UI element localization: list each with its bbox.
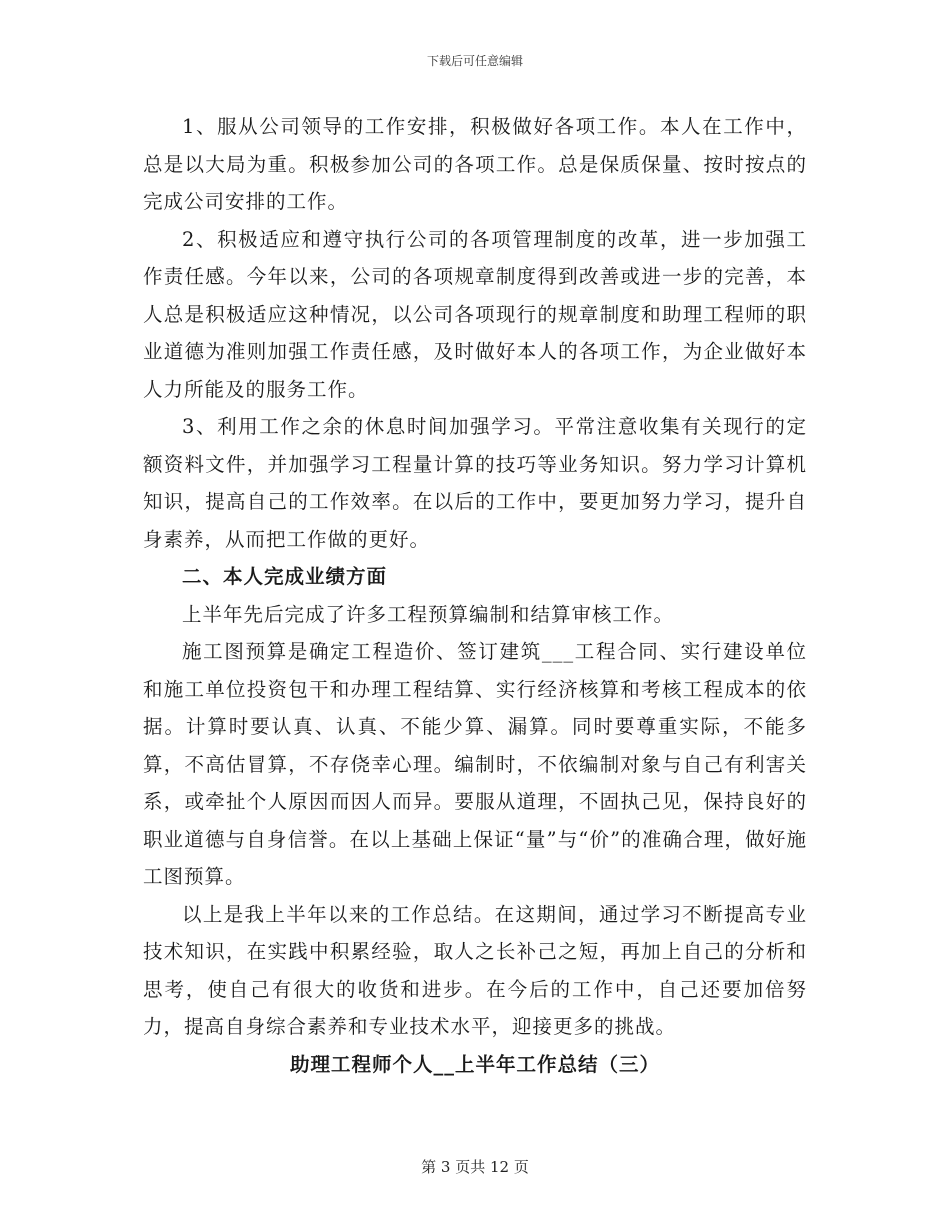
page-header: 下载后可任意编辑 — [426, 54, 523, 68]
paragraph-2: 2、积极适应和遵守执行公司的各项管理制度的改革，进一步加强工作责任感。今年以来，公司的各项规章制度得到改善或进一步的完善，本人总是积极适应这种情况，以公司各项现行的规章制度和助理工程师的职业道德为准则加强工作责任感，及时做好本人的各项工作，为企业做好本人力所能及的服务工作。 — [143, 227, 807, 401]
paragraph-3: 3、利用工作之余的休息时间加强学习。平常注意收集有关现行的定额资料文件，并加强学习工程量计算的技巧等业务知识。努力学习计算机知识，提高自己的工作效率。在以后的工作中，要更加努力学习，提升自身素养，从而把工作做的更好。 — [143, 415, 807, 551]
next-section-title: 助理工程师个人__上半年工作总结（三） — [289, 1052, 660, 1076]
document-body — [143, 108, 807, 1083]
section-heading: 二、本人完成业绩方面 — [182, 565, 388, 588]
paragraph-6: 以上是我上半年以来的工作总结。在这期间，通过学习不断提高专业技术知识，在实践中积累经验，取人之长补己之短，再加上自己的分析和思考，使自己有很大的收货和进步。在今后的工作中，自己还要加倍努力，提高自身综合素养和专业技术水平，迎接更多的挑战。 — [143, 902, 807, 1038]
paragraph-4: 上半年先后完成了许多工程预算编制和结算审核工作。 — [182, 602, 675, 626]
paragraph-1: 1、服从公司领导的工作安排，积极做好各项工作。本人在工作中，总是以大局为重。积极参加公司的各项工作。总是保质保量、按时按点的完成公司安排的工作。 — [143, 115, 807, 213]
page-number: 第 3 页共 12 页 — [421, 1158, 529, 1176]
paragraph-5: 施工图预算是确定工程造价、签订建筑___工程合同、实行建设单位和施工单位投资包干和办理工程结算、实行经济核算和考核工程成本的依据。计算时要认真、认真、不能少算、漏算。同时要尊重实际，不能多算，不高估冒算，不存侥幸心理。编制时，不依编制对象与自己有利害关系，或牵扯个人原因而因人而异。要服从道理，不固执己见，保持良好的职业道德与自身信誉。在以上基础上保证“量”与“价”的准确合理，做好施工图预算。 — [143, 640, 807, 888]
